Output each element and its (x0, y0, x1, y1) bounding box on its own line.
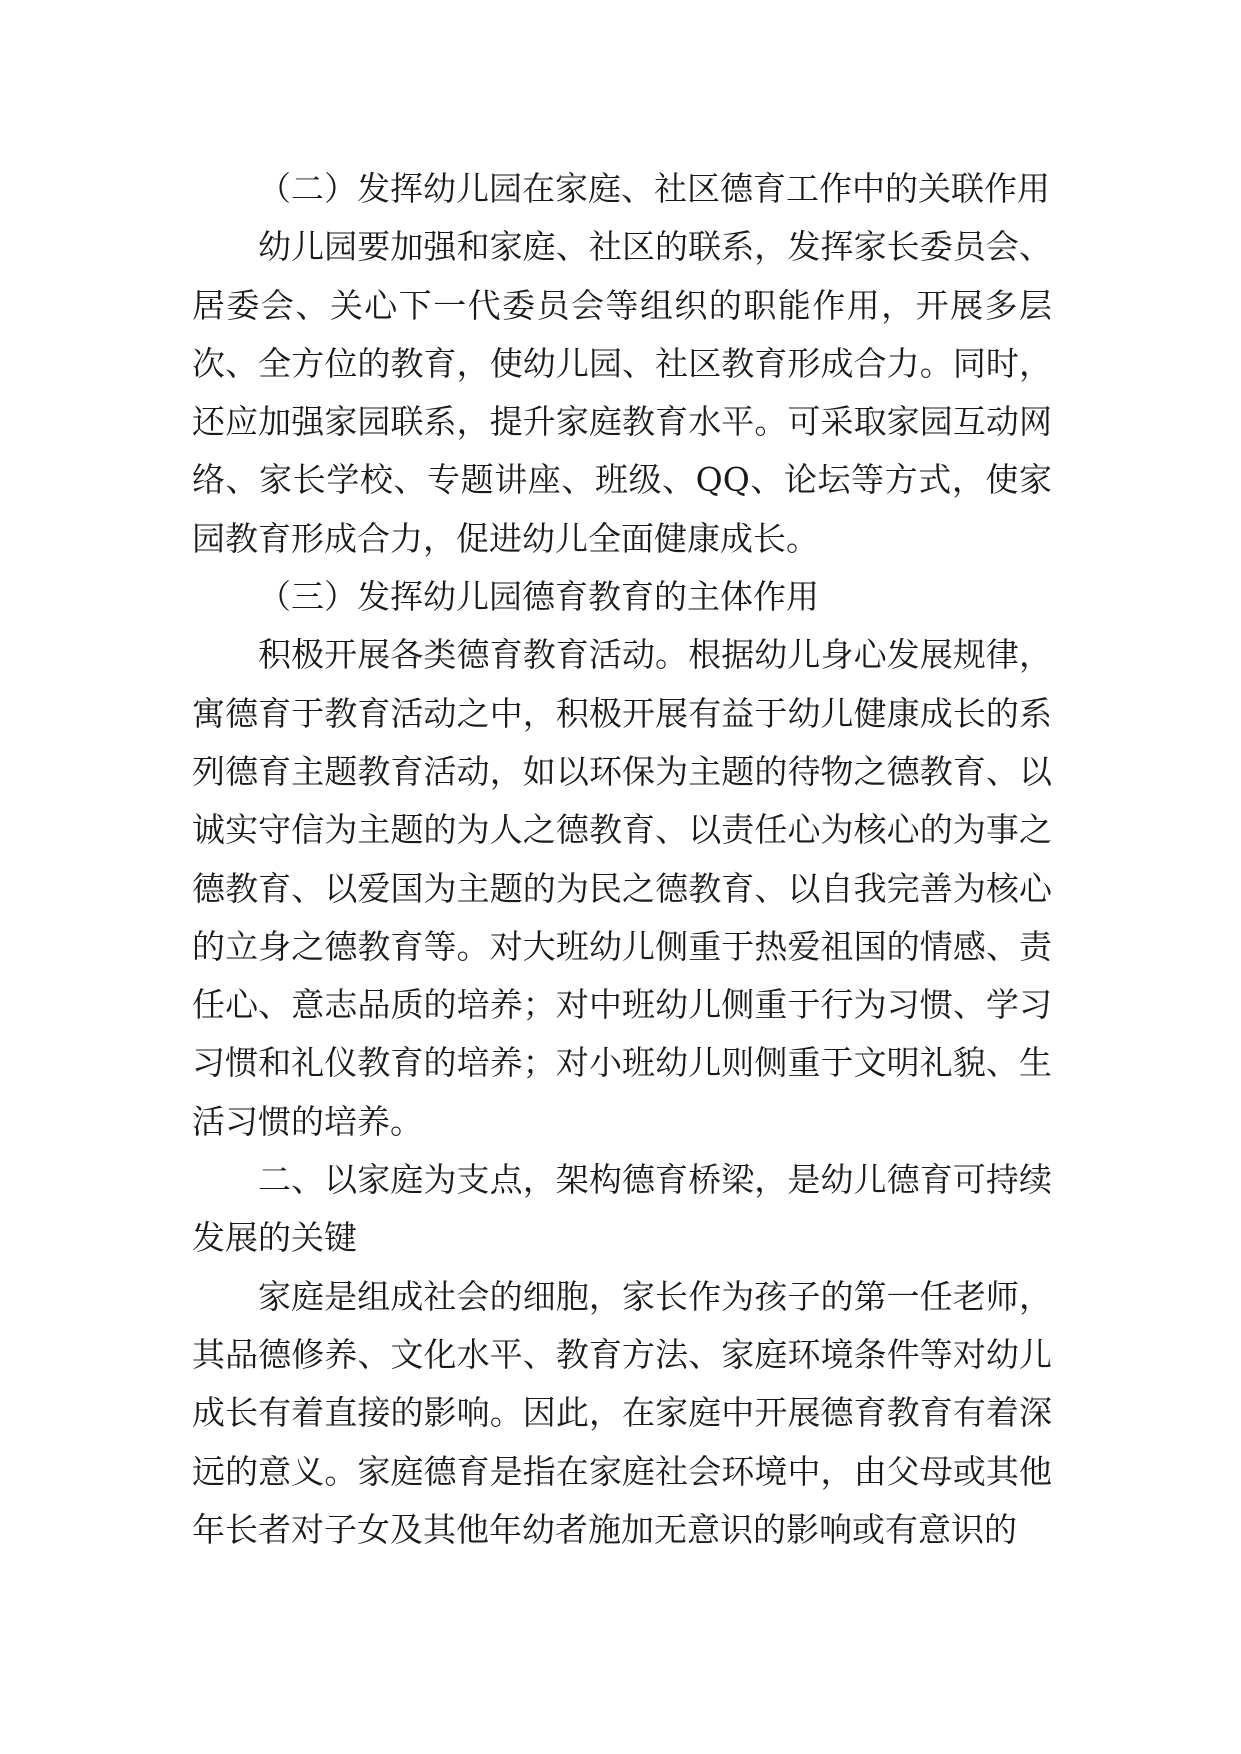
paragraph-community-link: 幼儿园要加强和家庭、社区的联系，发挥家长委员会、居委会、关心下一代委员会等组织的职能作用，开展多层次、全方位的教育，使幼儿园、社区教育形成合力。同时，还应加强家园联系，提升家庭教育水平。可采取家园互动网络、家长学校、专题讲座、班级、QQ、论坛等方式，使家园教育形成合力，促进幼儿全面健康成长。 (192, 227, 1052, 558)
section-heading-3: （三）发挥幼儿园德育教育的主体作用 (258, 577, 819, 617)
section-heading-2: （二）发挥幼儿园在家庭、社区德育工作中的关联作用 (258, 169, 1050, 208)
paragraph-family-education: 家庭是组成社会的细胞，家长作为孩子的第一任老师，其品德修养、文化水平、教育方法、家庭环境条件等对幼儿成长有着直接的影响。因此，在家庭中开展德育教育有着深远的意义。家庭德育是指在家庭社会环境中，由父母或其他年长者对子女及其他年幼者施加无意识的影响或有意识的 (192, 1276, 1052, 1549)
paragraph-moral-activities: 积极开展各类德育教育活动。根据幼儿身心发展规律，寓德育于教育活动之中，积极开展有益于幼儿健康成长的系列德育主题教育活动，如以环保为主题的待物之德教育、以诚实守信为主题的为人之德教育、以责任心为核心的为事之德教育、以爱国为主题的为民之德教育、以自我完善为核心的立身之德教育等。对大班幼儿侧重于热爱祖国的情感、责任心、意志品质的培养；对中班幼儿侧重于行为习惯、学习习惯和礼仪教育的培养；对小班幼儿则侧重于文明礼貌、生活习惯的培养。 (192, 635, 1052, 1141)
section-heading-family: 二、以家庭为支点，架构德育桥梁，是幼儿德育可持续发展的关键 (192, 1160, 1052, 1258)
document-body (192, 160, 1052, 1559)
